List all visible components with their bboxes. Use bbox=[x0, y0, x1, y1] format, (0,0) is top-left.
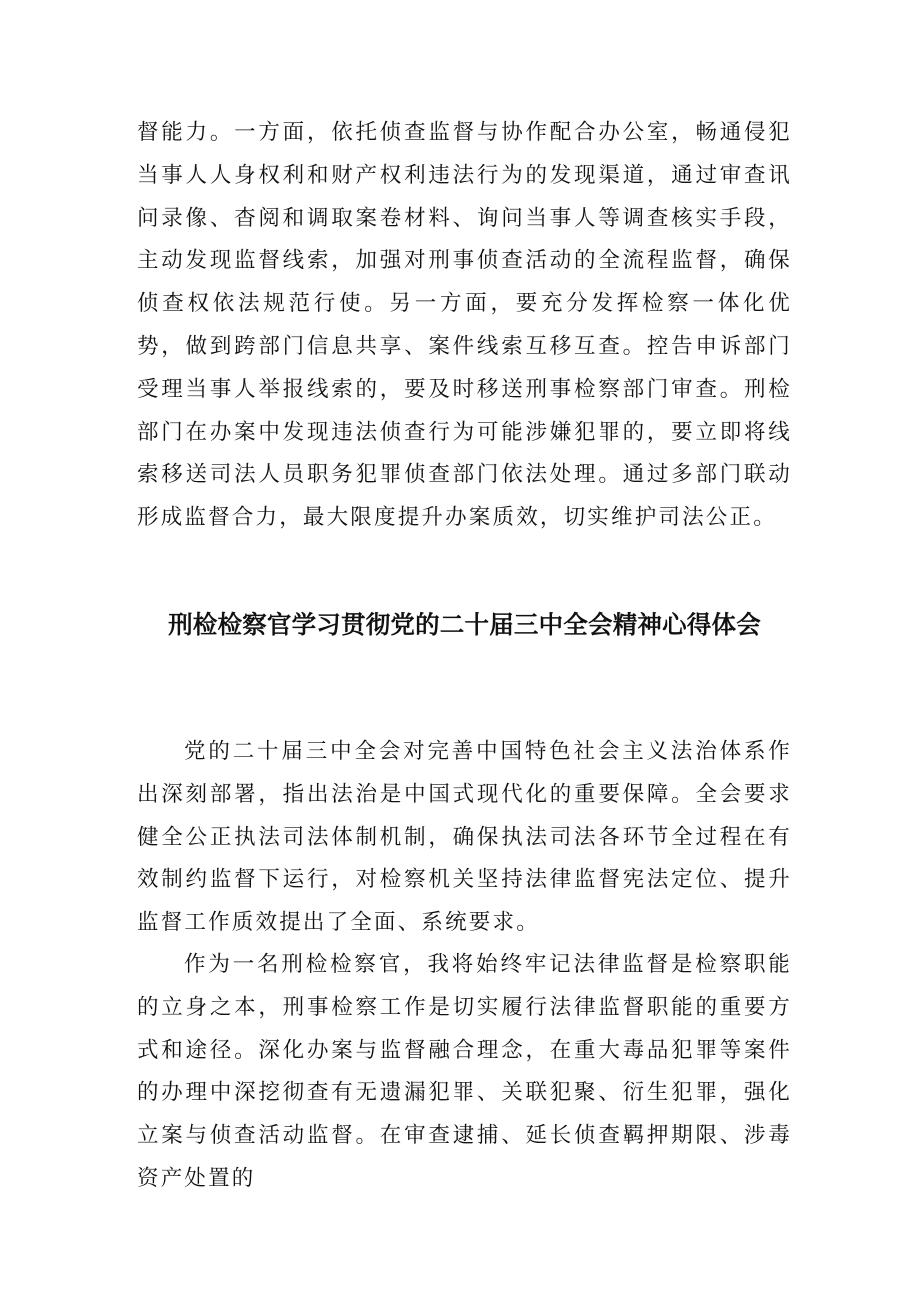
continued-paragraph: 督能力。一方面，依托侦查监督与协作配合办公室，畅通侵犯当事人人身权利和财产权利违法行为的发现渠道，通过审查讯问录像、杳阅和调取案卷材料、询问当事人等调查核实手段，主动发现监督线索，加强对刑事侦查活动的全流程监督，确保侦查权依法规范行使。另一方面，要充分发挥检察一体化优势，做到跨部门信息共享、案件线索互移互查。控告申诉部门受理当事人举报线索的，要及时移送刑事检察部门审查。刑检部门在办案中发现违法侦查行为可能涉嫌犯罪的，要立即将线索移送司法人员职务犯罪侦查部门依法处理。通过多部门联动形成监督合力，最大限度提升办案质效，切实维护司法公正。 bbox=[137, 120, 792, 531]
body-paragraph-2: 作为一名刑检检察官，我将始终牢记法律监督是检察职能的立身之本，刑事检察工作是切实履行法律监督职能的重要方式和途径。深化办案与监督融合理念，在重大毒品犯罪等案件的办理中深挖彻查有无遗漏犯罪、关联犯聚、衍生犯罪，强化立案与侦查活动监督。在审查逮捕、延长侦查羁押期限、涉毒资产处置的 bbox=[137, 952, 792, 1191]
body-paragraph-1: 党的二十届三中全会对完善中国特色社会主义法治体系作出深刻部署，指出法治是中国式现代化的重要保障。全会要求健全公正执法司法体制机制，确保执法司法各环节全过程在有效制约监督下运行，对检察机关坚持法律监督宪法定位、提升监督工作质效提出了全面、系统要求。 bbox=[137, 739, 792, 936]
article-title: 刑检检察官学习贯彻党的二十届三中全会精神心得体会 bbox=[168, 610, 761, 639]
